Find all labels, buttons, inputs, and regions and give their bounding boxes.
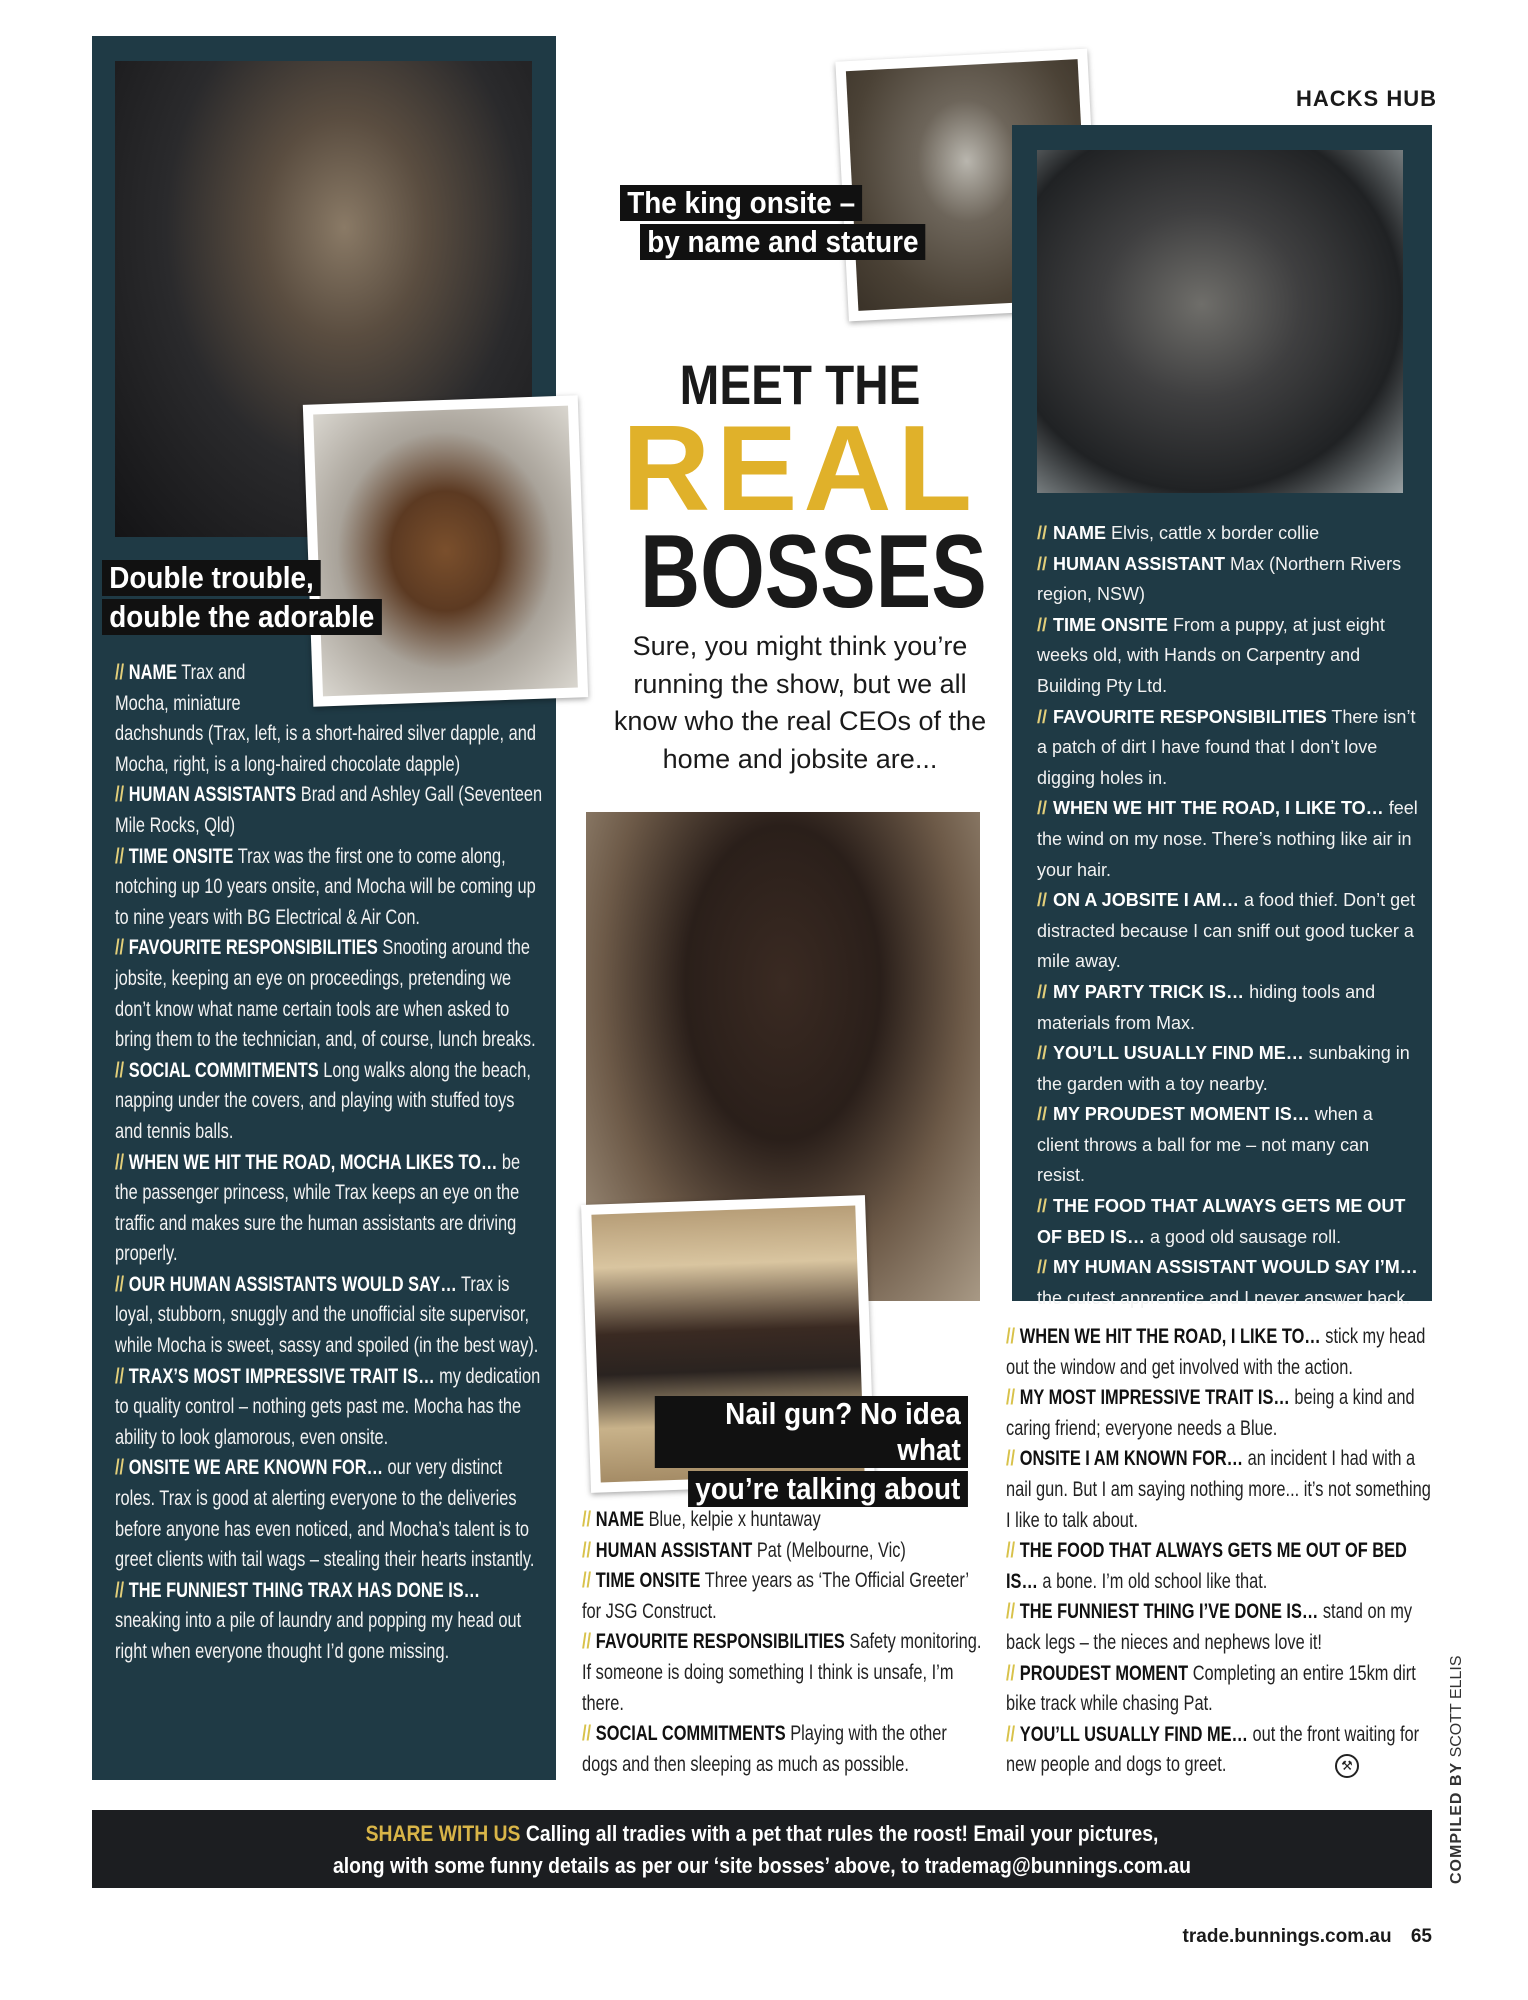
slash-marker-icon: // xyxy=(1037,890,1048,911)
profile-item xyxy=(582,1536,982,1567)
slash-marker-icon: // xyxy=(1037,981,1048,1002)
slash-marker-icon: // xyxy=(115,1150,125,1174)
profile-text: a good old sausage roll. xyxy=(1150,1226,1342,1247)
profile-text: hiding tools and materials from Max. xyxy=(1037,981,1376,1033)
profile-label: ON A JOBSITE I AM… xyxy=(1053,890,1240,911)
elvis-profile xyxy=(1037,518,1419,1313)
profile-label: TIME ONSITE xyxy=(1053,614,1169,635)
trax-mocha-profile xyxy=(115,658,545,1668)
blue-profile-part1 xyxy=(582,1505,982,1780)
profile-item xyxy=(1037,518,1419,549)
section-label: HACKS HUB xyxy=(1296,86,1437,111)
profile-text: our very distinct roles. Trax is good at alerting everyone to the deliveries before anyone has even noticed, and Mocha’s talent is to greet clients with tail wags – stealing their hearts instantly. xyxy=(115,1456,535,1572)
profile-label: HUMAN ASSISTANT xyxy=(595,1538,753,1562)
profile-text: when a client throws a ball for me – not many can resist. xyxy=(1037,1104,1373,1186)
profile-text: Elvis, cattle x border collie xyxy=(1111,523,1320,543)
profile-label: YOU’LL USUALLY FIND ME… xyxy=(1019,1722,1248,1746)
profile-text: Trax was the first one to come along, notching up 10 years onsite, and Mocha will be coming up to nine years with BG Electrical & Air Con. xyxy=(115,844,536,929)
slash-marker-icon: // xyxy=(1006,1722,1016,1746)
profile-item xyxy=(1006,1383,1436,1444)
profile-item xyxy=(582,1719,982,1780)
profile-item xyxy=(582,1505,982,1536)
profile-label: TIME ONSITE xyxy=(595,1569,701,1593)
caption-line: Double trouble, xyxy=(102,560,321,596)
banner-line1: Calling all tradies with a pet that rules the roost! Email your pictures, xyxy=(525,1821,1159,1846)
profile-label: MY HUMAN ASSISTANT WOULD SAY I’M… xyxy=(1053,1257,1418,1278)
profile-text: Pat (Melbourne, Vic) xyxy=(756,1538,906,1562)
slash-marker-icon: // xyxy=(115,1272,125,1296)
profile-text: Long walks along the beach, napping under the covers, and playing with stuffed toys and tennis balls. xyxy=(115,1058,531,1143)
profile-item xyxy=(1037,1099,1419,1191)
profile-text: a food thief. Don’t get distracted because I can sniff out good tucker a mile away. xyxy=(1037,890,1416,972)
profile-text: feel the wind on my nose. There’s nothing like air in your hair. xyxy=(1037,798,1418,880)
slash-marker-icon: // xyxy=(1006,1386,1016,1410)
profile-label: TIME ONSITE xyxy=(128,844,234,868)
slash-marker-icon: // xyxy=(115,844,125,868)
profile-label: THE FOOD THAT ALWAYS GETS ME OUT OF BED IS… xyxy=(1006,1539,1407,1593)
profile-item xyxy=(1037,977,1419,1038)
slash-marker-icon: // xyxy=(1037,798,1048,819)
profile-item xyxy=(1006,1444,1436,1536)
slash-marker-icon: // xyxy=(1006,1325,1016,1348)
profile-label: ONSITE WE ARE KNOWN FOR… xyxy=(128,1456,383,1480)
slash-marker-icon: // xyxy=(1037,1104,1048,1125)
profile-label: FAVOURITE RESPONSIBILITIES xyxy=(1053,706,1327,727)
slash-marker-icon: // xyxy=(1037,1257,1048,1278)
caption-blue xyxy=(620,1396,968,1510)
profile-item xyxy=(582,1566,982,1627)
slash-marker-icon: // xyxy=(1006,1600,1016,1624)
credit-name: SCOTT ELLIS xyxy=(1448,1655,1465,1758)
share-banner xyxy=(92,1810,1432,1888)
slash-marker-icon: // xyxy=(115,1578,125,1602)
caption-line: Nail gun? No idea what xyxy=(655,1396,968,1468)
profile-label: OUR HUMAN ASSISTANTS WOULD SAY… xyxy=(128,1272,457,1296)
profile-text: Blue, kelpie x huntaway xyxy=(648,1508,821,1531)
profile-item xyxy=(1037,610,1419,702)
slash-marker-icon: // xyxy=(115,783,125,807)
profile-text: There isn’t a patch of dirt I have found that I don’t love digging holes in. xyxy=(1037,706,1416,788)
slash-marker-icon: // xyxy=(1037,1196,1048,1217)
slash-marker-icon: // xyxy=(582,1508,592,1531)
profile-text: my dedication to quality control – nothing gets past me. Mocha has the ability to look glamorous, even onsite. xyxy=(115,1364,541,1449)
profile-label: MY PROUDEST MOMENT IS… xyxy=(1053,1104,1310,1125)
profile-item xyxy=(1037,1038,1419,1099)
headline-bosses: BOSSES xyxy=(640,514,987,630)
slash-marker-icon: // xyxy=(582,1722,592,1746)
profile-item xyxy=(1037,885,1419,977)
slash-marker-icon: // xyxy=(1006,1539,1016,1563)
banner-lead: SHARE WITH US xyxy=(365,1821,521,1846)
profile-label: HUMAN ASSISTANT xyxy=(1053,553,1226,574)
footer-site[interactable]: trade.bunnings.com.au xyxy=(1182,1926,1392,1947)
bunnings-hammer-icon: ⚒ xyxy=(1335,1754,1359,1778)
slash-marker-icon: // xyxy=(1037,614,1048,635)
profile-text: Brad and Ashley Gall (Seventeen Mile Rocks, Qld) xyxy=(115,783,543,837)
profile-text: Playing with the other dogs and then sleeping as much as possible. xyxy=(582,1722,947,1776)
photo-spacer xyxy=(295,658,545,719)
profile-text: Trax is loyal, stubborn, snuggly and the unofficial site supervisor, while Mocha is sweet, sassy and spoiled (in the best way). xyxy=(115,1272,539,1358)
profile-label: THE FUNNIEST THING TRAX HAS DONE IS… xyxy=(128,1578,481,1602)
profile-label: WHEN WE HIT THE ROAD, MOCHA LIKES TO… xyxy=(128,1150,498,1174)
profile-item xyxy=(115,1270,545,1362)
slash-marker-icon: // xyxy=(115,1364,125,1388)
profile-label: PROUDEST MOMENT xyxy=(1019,1661,1189,1685)
profile-item xyxy=(115,933,545,1055)
headline-real: REAL xyxy=(621,400,979,536)
caption-king xyxy=(620,185,957,263)
profile-item xyxy=(1006,1659,1436,1720)
caption-line: double the adorable xyxy=(102,599,381,635)
profile-item xyxy=(115,1148,545,1270)
profile-label: NAME xyxy=(595,1508,645,1531)
slash-marker-icon: // xyxy=(1037,706,1048,727)
slash-marker-icon: // xyxy=(1006,1447,1016,1471)
slash-marker-icon: // xyxy=(582,1630,592,1654)
banner-line2: along with some funny details as per our ‘site bosses’ above, to trademag@bunnings.com.au xyxy=(333,1853,1191,1878)
profile-item xyxy=(1037,702,1419,794)
footer xyxy=(1183,1926,1432,1948)
profile-text: Three years as ‘The Official Greeter’ for JSG Construct. xyxy=(582,1569,969,1623)
credit xyxy=(1448,1655,1466,1884)
slash-marker-icon: // xyxy=(115,936,125,960)
profile-label: SOCIAL COMMITMENTS xyxy=(595,1722,786,1746)
profile-text: an incident I had with a nail gun. But I am saying nothing more... it’s not something I like to talk about. xyxy=(1006,1447,1431,1532)
profile-item xyxy=(1037,1191,1419,1252)
slash-marker-icon: // xyxy=(115,1456,125,1480)
slash-marker-icon: // xyxy=(1006,1661,1016,1685)
profile-item xyxy=(1006,1536,1436,1597)
profile-text: Completing an entire 15km dirt bike track while chasing Pat. xyxy=(1006,1661,1416,1716)
profile-label: SOCIAL COMMITMENTS xyxy=(128,1058,319,1082)
profile-text: Snooting around the jobsite, keeping an eye on proceedings, pretending we don’t know what name certain tools are when asked to bring them to the technician, and, of course, lunch breaks. xyxy=(115,936,536,1052)
profile-text: sunbaking in the garden with a toy nearby. xyxy=(1037,1043,1410,1094)
profile-label: MY PARTY TRICK IS… xyxy=(1053,981,1245,1002)
profile-item xyxy=(1006,1597,1436,1658)
profile-item xyxy=(1037,793,1419,885)
profile-text: the cutest apprentice and I never answer back. xyxy=(1037,1287,1411,1308)
headline-meet-the: MEET THE xyxy=(679,353,921,416)
profile-label: MY MOST IMPRESSIVE TRAIT IS… xyxy=(1019,1386,1290,1410)
slash-marker-icon: // xyxy=(1037,553,1048,574)
mocha-photo xyxy=(313,406,578,697)
profile-label: WHEN WE HIT THE ROAD, I LIKE TO… xyxy=(1053,798,1384,819)
profile-label: FAVOURITE RESPONSIBILITIES xyxy=(128,936,378,960)
profile-item xyxy=(1006,1720,1436,1781)
profile-label: WHEN WE HIT THE ROAD, I LIKE TO… xyxy=(1019,1325,1321,1348)
blue-profile-part2 xyxy=(1006,1322,1436,1781)
slash-marker-icon: // xyxy=(582,1538,592,1562)
profile-label: FAVOURITE RESPONSIBILITIES xyxy=(595,1630,845,1654)
profile-label: THE FUNNIEST THING I’VE DONE IS… xyxy=(1019,1600,1319,1624)
profile-label: NAME xyxy=(1053,523,1107,543)
profile-label: HUMAN ASSISTANTS xyxy=(128,783,297,807)
profile-text: a bone. I’m old school like that. xyxy=(1042,1569,1268,1593)
profile-item xyxy=(115,780,545,841)
profile-label: TRAX’S MOST IMPRESSIVE TRAIT IS… xyxy=(128,1364,435,1388)
caption-trax-mocha xyxy=(102,560,413,638)
profile-item xyxy=(1037,1252,1419,1313)
profile-item xyxy=(1006,1322,1436,1383)
page-number: 65 xyxy=(1410,1926,1432,1947)
profile-text: out the front waiting for new people and dogs to greet. xyxy=(1006,1722,1420,1777)
slash-marker-icon: // xyxy=(115,1058,125,1082)
profile-item xyxy=(115,1056,545,1148)
profile-item xyxy=(1037,549,1419,610)
profile-item xyxy=(115,1362,545,1454)
profile-text: Max (Northern Rivers region, NSW) xyxy=(1037,553,1402,605)
profile-item xyxy=(582,1627,982,1719)
profile-label: THE FOOD THAT ALWAYS GETS ME OUT OF BED IS… xyxy=(1037,1196,1406,1247)
caption-line: by name and stature xyxy=(640,224,926,260)
headline-intro: Sure, you might think you’re running the show, but we all know who the real CEOs of the home and jobsite are... xyxy=(613,631,987,774)
profile-text: stand on my back legs – the nieces and nephews love it! xyxy=(1006,1600,1413,1654)
profile-label: YOU’LL USUALLY FIND ME… xyxy=(1053,1043,1304,1064)
profile-text: Trax and Mocha, miniature dachshunds (Trax, left, is a short-haired silver dapple, and Mocha, right, is a long-haired chocolate dapple) xyxy=(115,661,536,776)
caption-line: you’re talking about xyxy=(689,1471,968,1507)
profile-text: From a puppy, at just eight weeks old, with Hands on Carpentry and Building Pty Ltd. xyxy=(1037,614,1385,696)
profile-text: stick my head out the window and get involved with the action. xyxy=(1006,1325,1426,1379)
profile-text: be the passenger princess, while Trax keeps an eye on the traffic and makes sure the human assistants are driving properly. xyxy=(115,1150,521,1266)
slash-marker-icon: // xyxy=(1037,523,1048,543)
profile-item xyxy=(115,842,545,934)
profile-item xyxy=(115,1453,545,1575)
slash-marker-icon: // xyxy=(115,661,125,684)
profile-text: sneaking into a pile of laundry and popping my head out right when everyone thought I’d gone missing. xyxy=(115,1609,522,1663)
slash-marker-icon: // xyxy=(1037,1043,1048,1064)
profile-label: ONSITE I AM KNOWN FOR… xyxy=(1019,1447,1244,1471)
credit-prefix: COMPILED BY xyxy=(1448,1761,1465,1884)
caption-line: The king onsite – xyxy=(620,185,862,221)
profile-label: NAME xyxy=(128,661,178,684)
profile-text: being a kind and caring friend; everyone needs a Blue. xyxy=(1006,1386,1415,1440)
profile-text: Safety monitoring. If someone is doing something I think is unsafe, I’m there. xyxy=(582,1630,982,1715)
profile-item xyxy=(115,1576,545,1668)
slash-marker-icon: // xyxy=(582,1569,592,1593)
elvis-photo xyxy=(1037,150,1403,493)
